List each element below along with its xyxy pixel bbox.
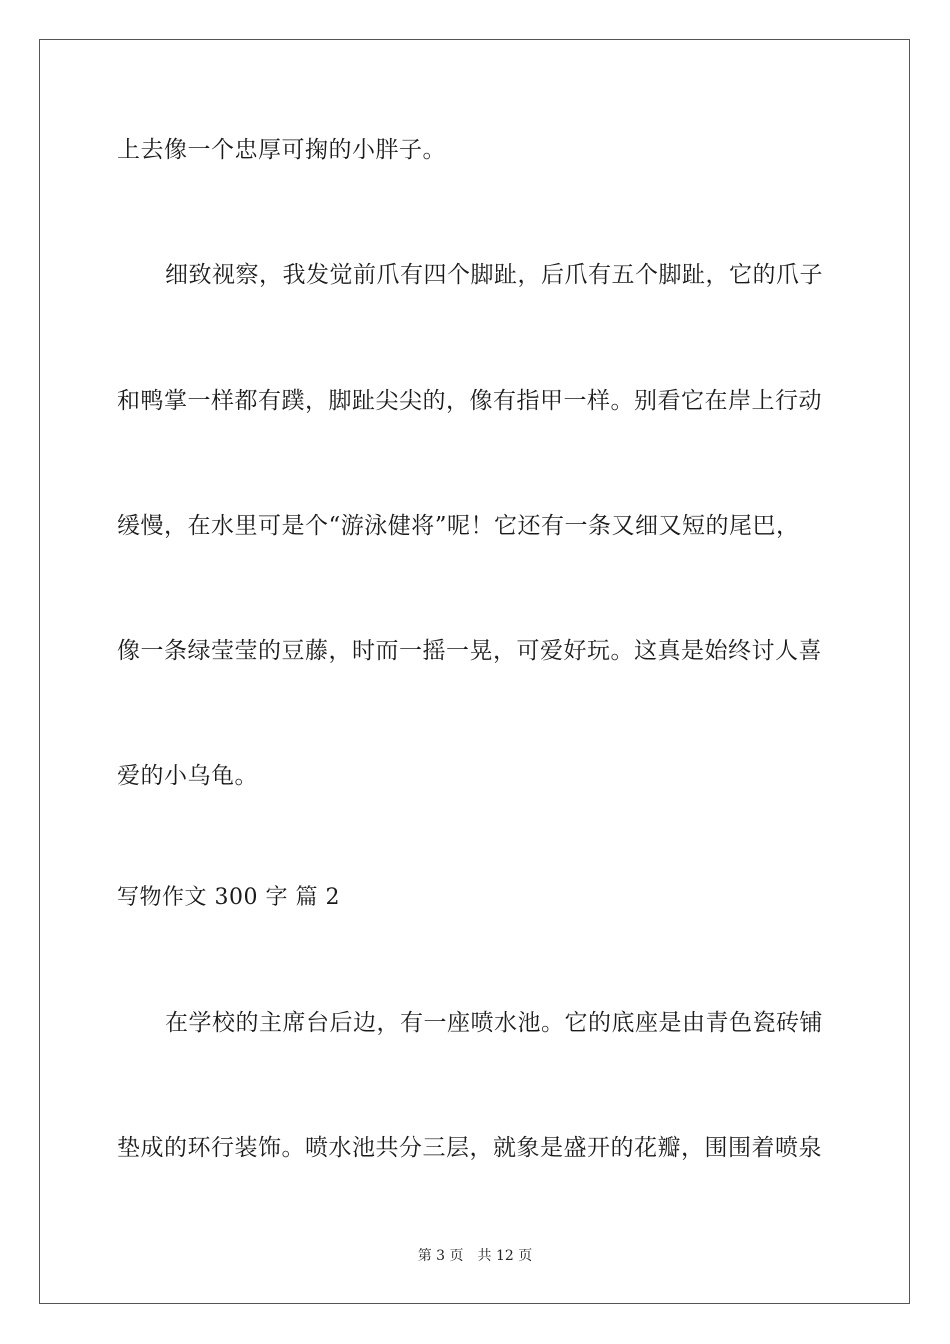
paragraph-line: 和鸭掌一样都有蹼，脚趾尖尖的，像有指甲一样。别看它在岸上行动 — [117, 388, 822, 414]
paragraph-line: 上去像一个忠厚可掬的小胖子。 — [117, 137, 446, 163]
section-heading: 写物作文 300 字 篇 2 — [117, 885, 340, 910]
paragraph-line: 爱的小乌龟。 — [117, 763, 258, 789]
paragraph-line: 在学校的主席台后边，有一座喷水池。它的底座是由青色瓷砖铺 — [165, 1010, 823, 1036]
paragraph-line: 缓慢，在水里可是个“游泳健将”呢！它还有一条又细又短的尾巴， — [117, 513, 800, 539]
page-border — [39, 39, 910, 1304]
page-number: 第 3 页 — [417, 1248, 464, 1264]
page-footer — [0, 1247, 950, 1265]
paragraph-line: 像一条绿莹莹的豆藤，时而一摇一晃，可爱好玩。这真是始终讨人喜 — [117, 638, 822, 664]
paragraph-line: 垫成的环行装饰。喷水池共分三层，就象是盛开的花瓣，围围着喷泉 — [117, 1135, 822, 1161]
paragraph-line: 细致视察，我发觉前爪有四个脚趾，后爪有五个脚趾，它的爪子 — [165, 262, 823, 288]
page-total: 共 12 页 — [477, 1248, 533, 1264]
